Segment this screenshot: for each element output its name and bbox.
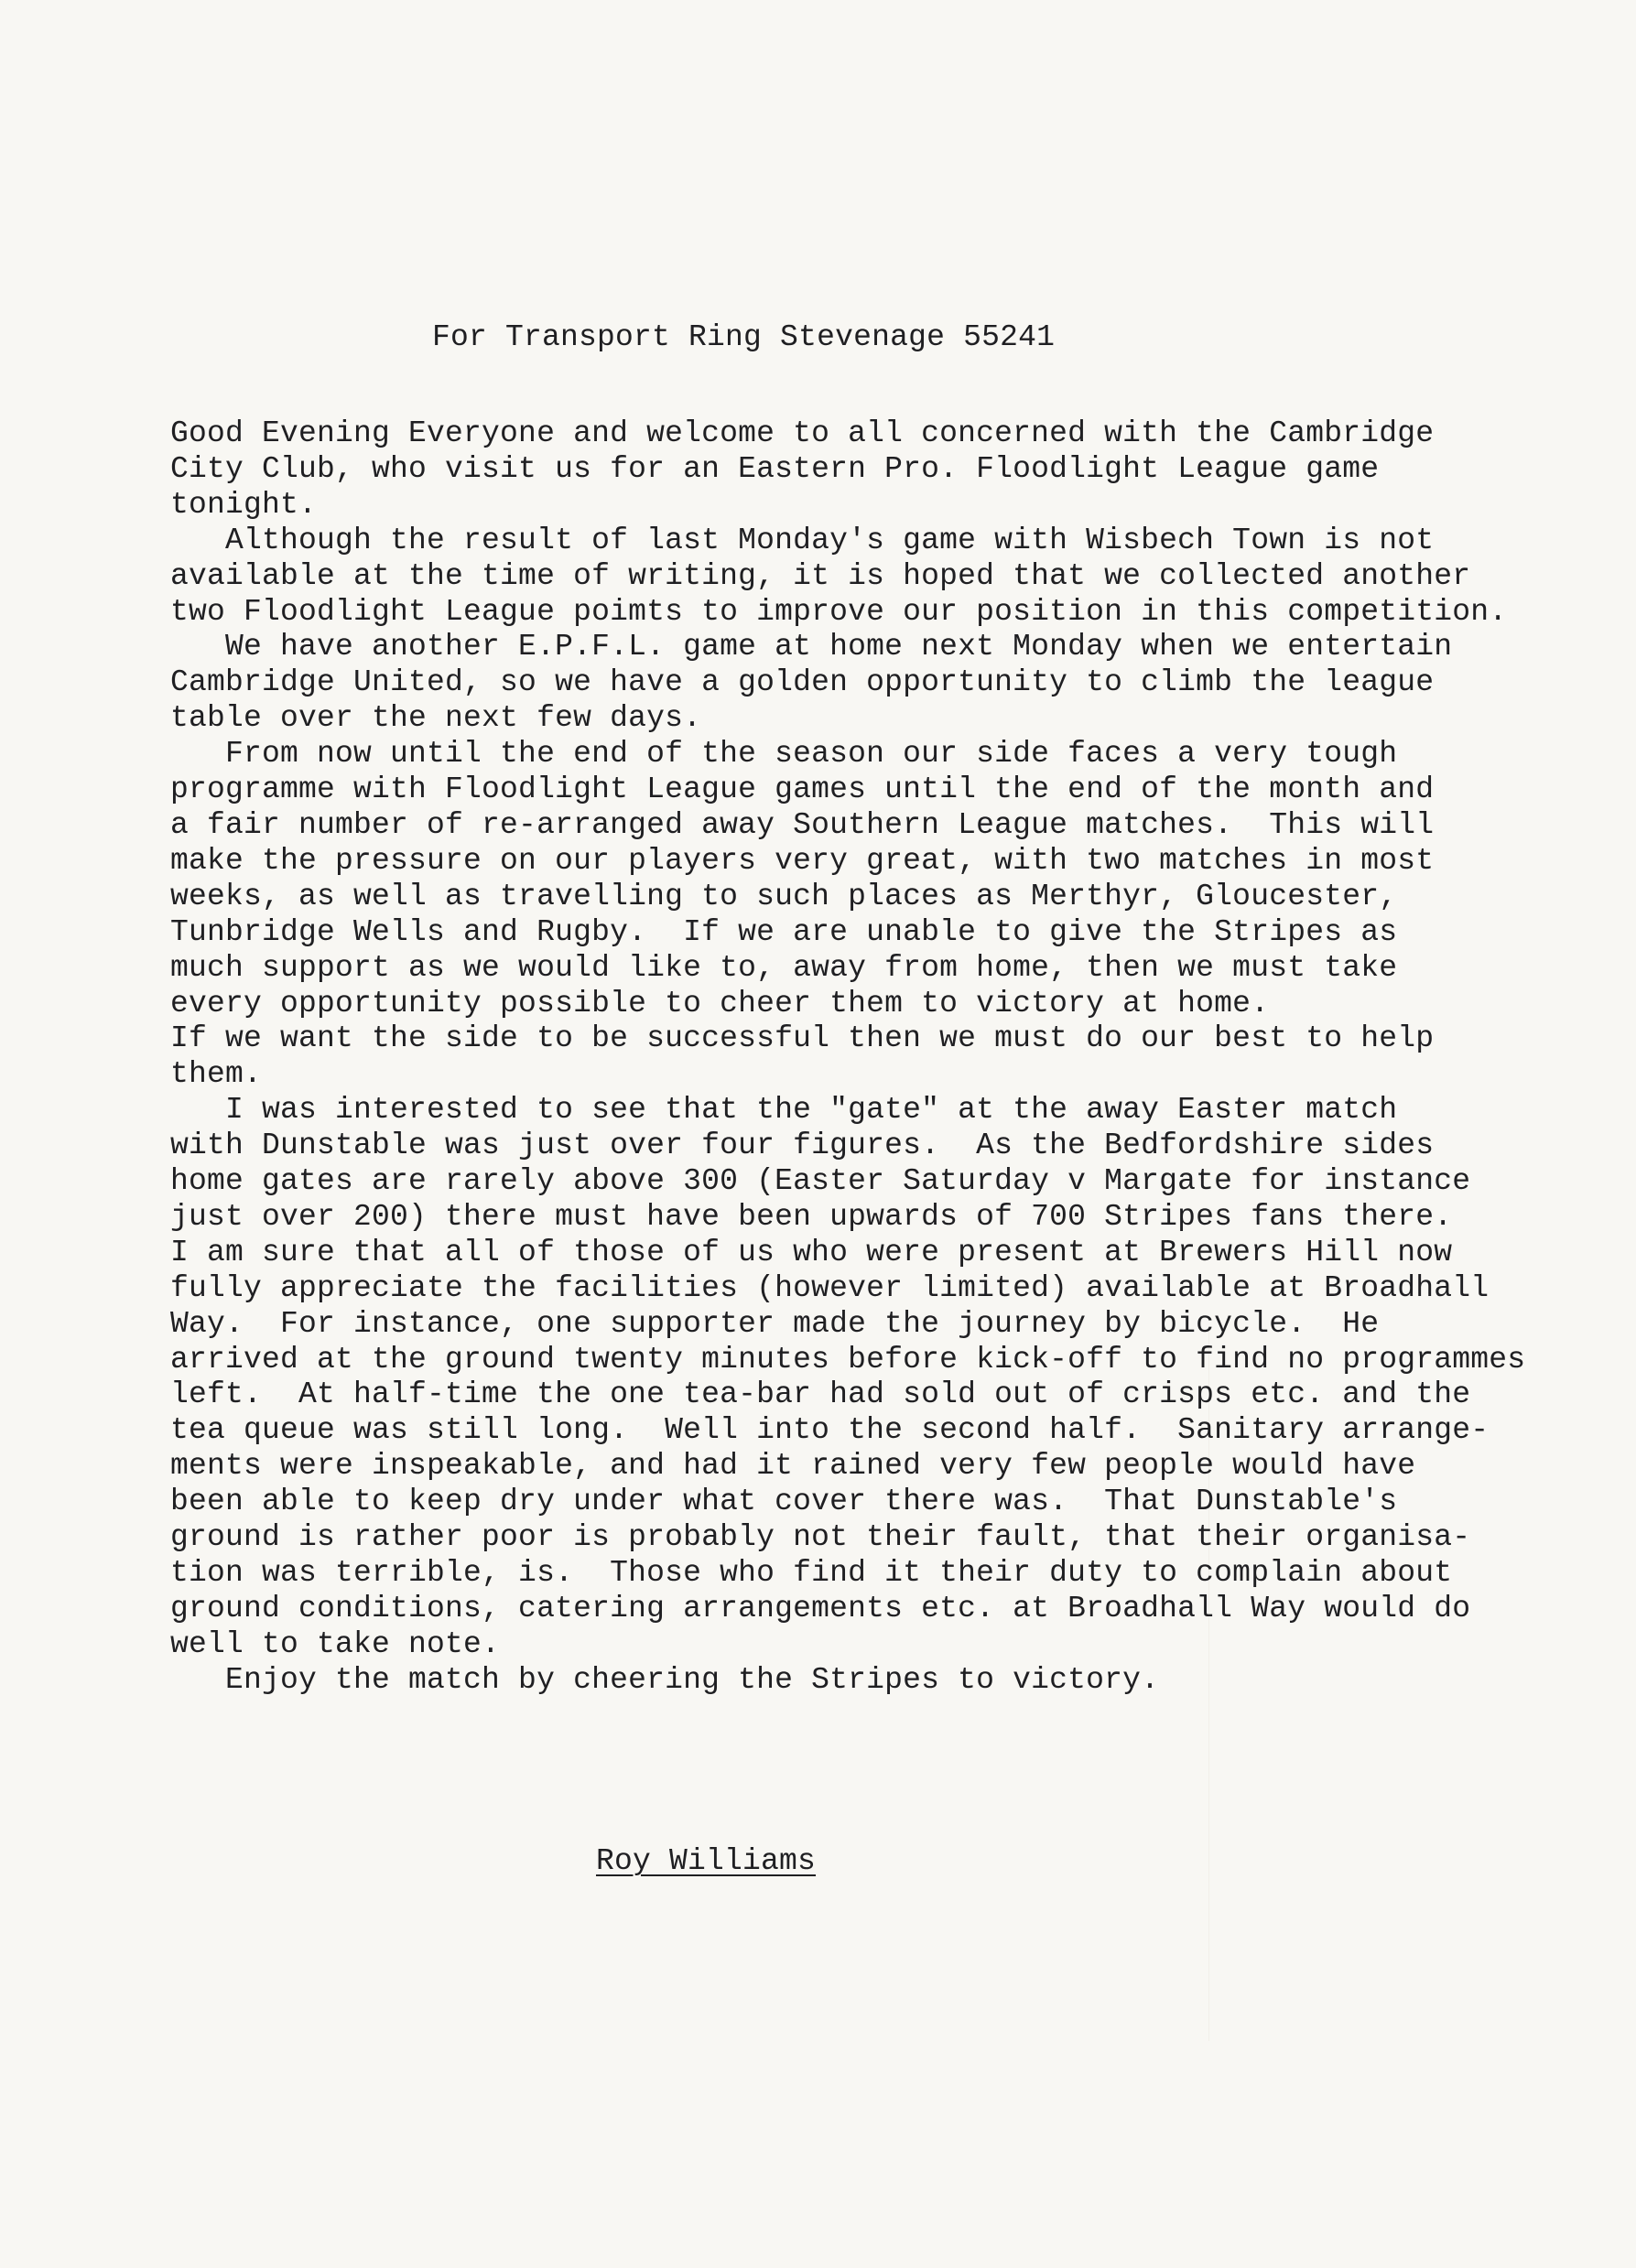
body-line: home gates are rarely above 300 (Easter Saturday v Margate for instance xyxy=(170,1164,1471,1199)
body-line: arrived at the ground twenty minutes before kick-off to find no programmes xyxy=(170,1342,1526,1377)
body-line: a fair number of re-arranged away Southern League matches. This will xyxy=(170,807,1435,842)
body-line: ground is rather poor is probably not their fault, that their organisa- xyxy=(170,1520,1471,1555)
signature: Roy Williams xyxy=(596,1844,817,1878)
body-line: We have another E.P.F.L. game at home next Monday when we entertain xyxy=(170,630,1453,664)
body-line: every opportunity possible to cheer them to victory at home. xyxy=(170,986,1270,1021)
body-line: two Floodlight League poimts to improve our position in this competition. xyxy=(170,594,1508,629)
body-line: ments were inspeakable, and had it rained very few people would have xyxy=(170,1449,1416,1484)
body-line: ground conditions, catering arrangements etc. at Broadhall Way would do xyxy=(170,1591,1471,1625)
body-line: make the pressure on our players very great, with two matches in most xyxy=(170,843,1435,878)
body-line: I was interested to see that the "gate" at the away Easter match xyxy=(170,1093,1398,1128)
body-line: Enjoy the match by cheering the Stripes to victory. xyxy=(170,1662,1160,1697)
body-line: I am sure that all of those of us who were present at Brewers Hill now xyxy=(170,1235,1453,1269)
body-line: City Club, who visit us for an Eastern Pro. Floodlight League game xyxy=(170,451,1380,486)
body-line: tea queue was still long. Well into the second half. Sanitary arrange- xyxy=(170,1413,1490,1448)
body-line: weeks, as well as travelling to such places as Merthyr, Gloucester, xyxy=(170,879,1398,913)
body-line: available at the time of writing, it is hoped that we collected another xyxy=(170,558,1471,593)
body-line: Cambridge United, so we have a golden opportunity to climb the league xyxy=(170,665,1435,700)
body-line: just over 200) there must have been upwards of 700 Stripes fans there. xyxy=(170,1199,1453,1234)
body-line: fully appreciate the facilities (however limited) available at Broadhall xyxy=(170,1270,1490,1305)
body-line: them. xyxy=(170,1057,263,1092)
body-line: programme with Floodlight League games until the end of the month and xyxy=(170,772,1435,807)
body-line: left. At half-time the one tea-bar had sold out of crisps etc. and the xyxy=(170,1377,1471,1412)
body-line: Good Evening Everyone and welcome to all concerned with the Cambridge xyxy=(170,416,1435,450)
body-line: table over the next few days. xyxy=(170,701,702,736)
transport-heading: For Transport Ring Stevenage 55241 xyxy=(432,320,1056,354)
body-line: Although the result of last Monday's game with Wisbech Town is not xyxy=(170,523,1435,557)
body-line: with Dunstable was just over four figures. As the Bedfordshire sides xyxy=(170,1129,1435,1163)
body-line: well to take note. xyxy=(170,1626,501,1661)
body-line: From now until the end of the season our side faces a very tough xyxy=(170,737,1398,772)
body-line: If we want the side to be successful then we must do our best to help xyxy=(170,1021,1435,1056)
body-line: been able to keep dry under what cover there was. That Dunstable's xyxy=(170,1485,1398,1519)
body-line: tonight. xyxy=(170,487,318,522)
body-line: much support as we would like to, away from home, then we must take xyxy=(170,950,1398,985)
body-line: Way. For instance, one supporter made the journey by bicycle. He xyxy=(170,1306,1380,1341)
body-line: tion was terrible, is. Those who find it their duty to complain about xyxy=(170,1556,1453,1590)
body-line: Tunbridge Wells and Rugby. If we are unable to give the Stripes as xyxy=(170,914,1398,949)
letter-body xyxy=(170,416,1525,1699)
